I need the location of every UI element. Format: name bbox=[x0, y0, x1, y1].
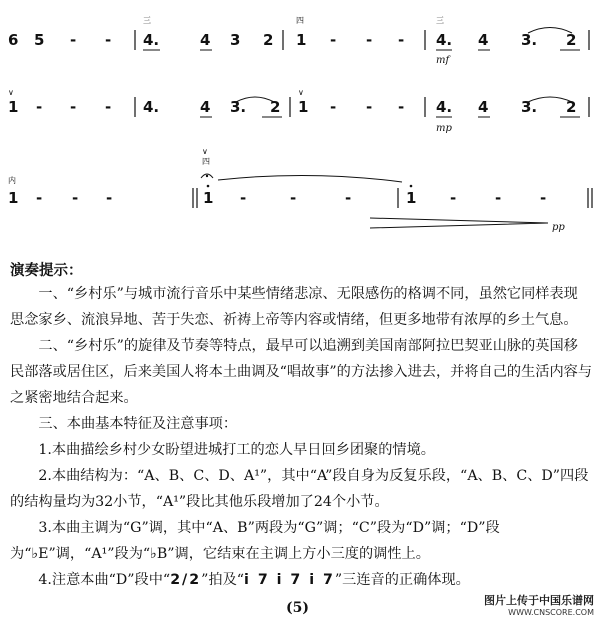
note: - bbox=[366, 31, 373, 49]
note: - bbox=[495, 189, 502, 207]
note: 4. bbox=[436, 98, 453, 116]
note: 2 bbox=[263, 31, 274, 49]
note: - bbox=[540, 189, 547, 207]
paragraph: 3.本曲主调为“G”调，其中“A、B”两段为“G”调；“C”段为“D”调；“D”段为“♭E”调，“A¹”段为“♭B”调，它结束在主调上方小三度的调性上。 bbox=[10, 520, 500, 562]
page-number: (5) bbox=[286, 600, 309, 616]
position-mark: 内 bbox=[8, 176, 16, 185]
note: - bbox=[345, 189, 352, 207]
note: 4 bbox=[200, 98, 211, 116]
note: 1 bbox=[8, 189, 19, 207]
score-line-1 bbox=[8, 16, 589, 66]
svg-text:∨: ∨ bbox=[298, 88, 304, 97]
note: - bbox=[70, 31, 77, 49]
note: 4. bbox=[143, 31, 160, 49]
note: - bbox=[366, 98, 373, 116]
score-line-2 bbox=[8, 88, 589, 134]
paragraph: 4.注意本曲“D”段中“2/2”拍及“i 7 i 7 i 7”三连音的正确体现。 bbox=[38, 572, 470, 588]
note: 1 bbox=[8, 98, 19, 116]
note: 3. bbox=[521, 98, 538, 116]
performance-notes bbox=[10, 281, 592, 593]
dynamic-mark: mf bbox=[436, 55, 450, 66]
note: 1 bbox=[406, 189, 417, 207]
watermark-line-2: WWW.CNSCORE.COM bbox=[508, 608, 594, 617]
paragraph: 2.本曲结构为：“A、B、C、D、A¹”，其中“A”段自身为反复乐段，“A、B、C、D”四段的结构量均为32小节，“A¹”段比其他乐段增加了24个小节。 bbox=[10, 468, 589, 510]
note: 4. bbox=[143, 98, 160, 116]
note: 4 bbox=[478, 98, 489, 116]
note: 4. bbox=[436, 31, 453, 49]
note: 2 bbox=[566, 31, 577, 49]
note: - bbox=[398, 98, 405, 116]
note: - bbox=[105, 98, 112, 116]
note: 2 bbox=[566, 98, 577, 116]
paragraph: 二、“乡村乐”的旋律及节奏等特点，最早可以追溯到美国南部阿拉巴契亚山脉的英国移民部落或居住区，后来美国人将本土曲调及“唱故事”的方法掺入进去，并将自己的生活内容与之紧密地结合起来。 bbox=[10, 338, 593, 406]
position-mark: 四 bbox=[202, 157, 210, 166]
note: 1 bbox=[296, 31, 307, 49]
paragraph: 一、“乡村乐”与城市流行音乐中某些情绪悲凉、无限感伤的格调不同，虽然它同样表现思念家乡、流浪异地、苦于失恋、祈祷上帝等内容或情绪，但更多地带有浓厚的乡土气息。 bbox=[10, 286, 578, 328]
note: - bbox=[330, 31, 337, 49]
paragraph: 1.本曲描绘乡村少女盼望进城打工的恋人早日回乡团聚的情境。 bbox=[38, 442, 435, 458]
note: - bbox=[36, 98, 43, 116]
score-line-3 bbox=[8, 147, 592, 233]
note: - bbox=[290, 189, 297, 207]
note: - bbox=[398, 31, 405, 49]
note: 1 bbox=[203, 189, 214, 207]
note: 3. bbox=[230, 98, 247, 116]
watermark bbox=[484, 592, 594, 617]
note: 4 bbox=[478, 31, 489, 49]
time-signature: 2/2 bbox=[170, 572, 202, 588]
note: - bbox=[105, 31, 112, 49]
note: 5 bbox=[34, 31, 45, 49]
note: - bbox=[330, 98, 337, 116]
paragraph: 三、本曲基本特征及注意事项： bbox=[38, 416, 238, 432]
note: - bbox=[36, 189, 43, 207]
note: - bbox=[72, 189, 79, 207]
svg-text:∨: ∨ bbox=[8, 88, 14, 97]
note: - bbox=[70, 98, 77, 116]
note: - bbox=[106, 189, 113, 207]
section-heading: 演奏提示： bbox=[10, 263, 83, 279]
note: 6 bbox=[8, 31, 19, 49]
triplet-notes: i 7 i 7 i 7 bbox=[244, 572, 335, 588]
note: 2 bbox=[270, 98, 281, 116]
position-mark: 三 bbox=[436, 16, 444, 25]
note: - bbox=[450, 189, 457, 207]
dynamic-mark: pp bbox=[552, 222, 565, 233]
dynamic-mark: mp bbox=[436, 123, 452, 134]
watermark-line-1: 图片上传于中国乐谱网 bbox=[484, 594, 594, 607]
note: 4 bbox=[200, 31, 211, 49]
numbered-score bbox=[0, 0, 600, 245]
svg-text:∨: ∨ bbox=[202, 147, 208, 156]
position-mark: 三 bbox=[143, 16, 151, 25]
note: 3. bbox=[521, 31, 538, 49]
note: - bbox=[240, 189, 247, 207]
note: 1 bbox=[298, 98, 309, 116]
note: 3 bbox=[230, 31, 241, 49]
position-mark: 四 bbox=[296, 16, 304, 25]
